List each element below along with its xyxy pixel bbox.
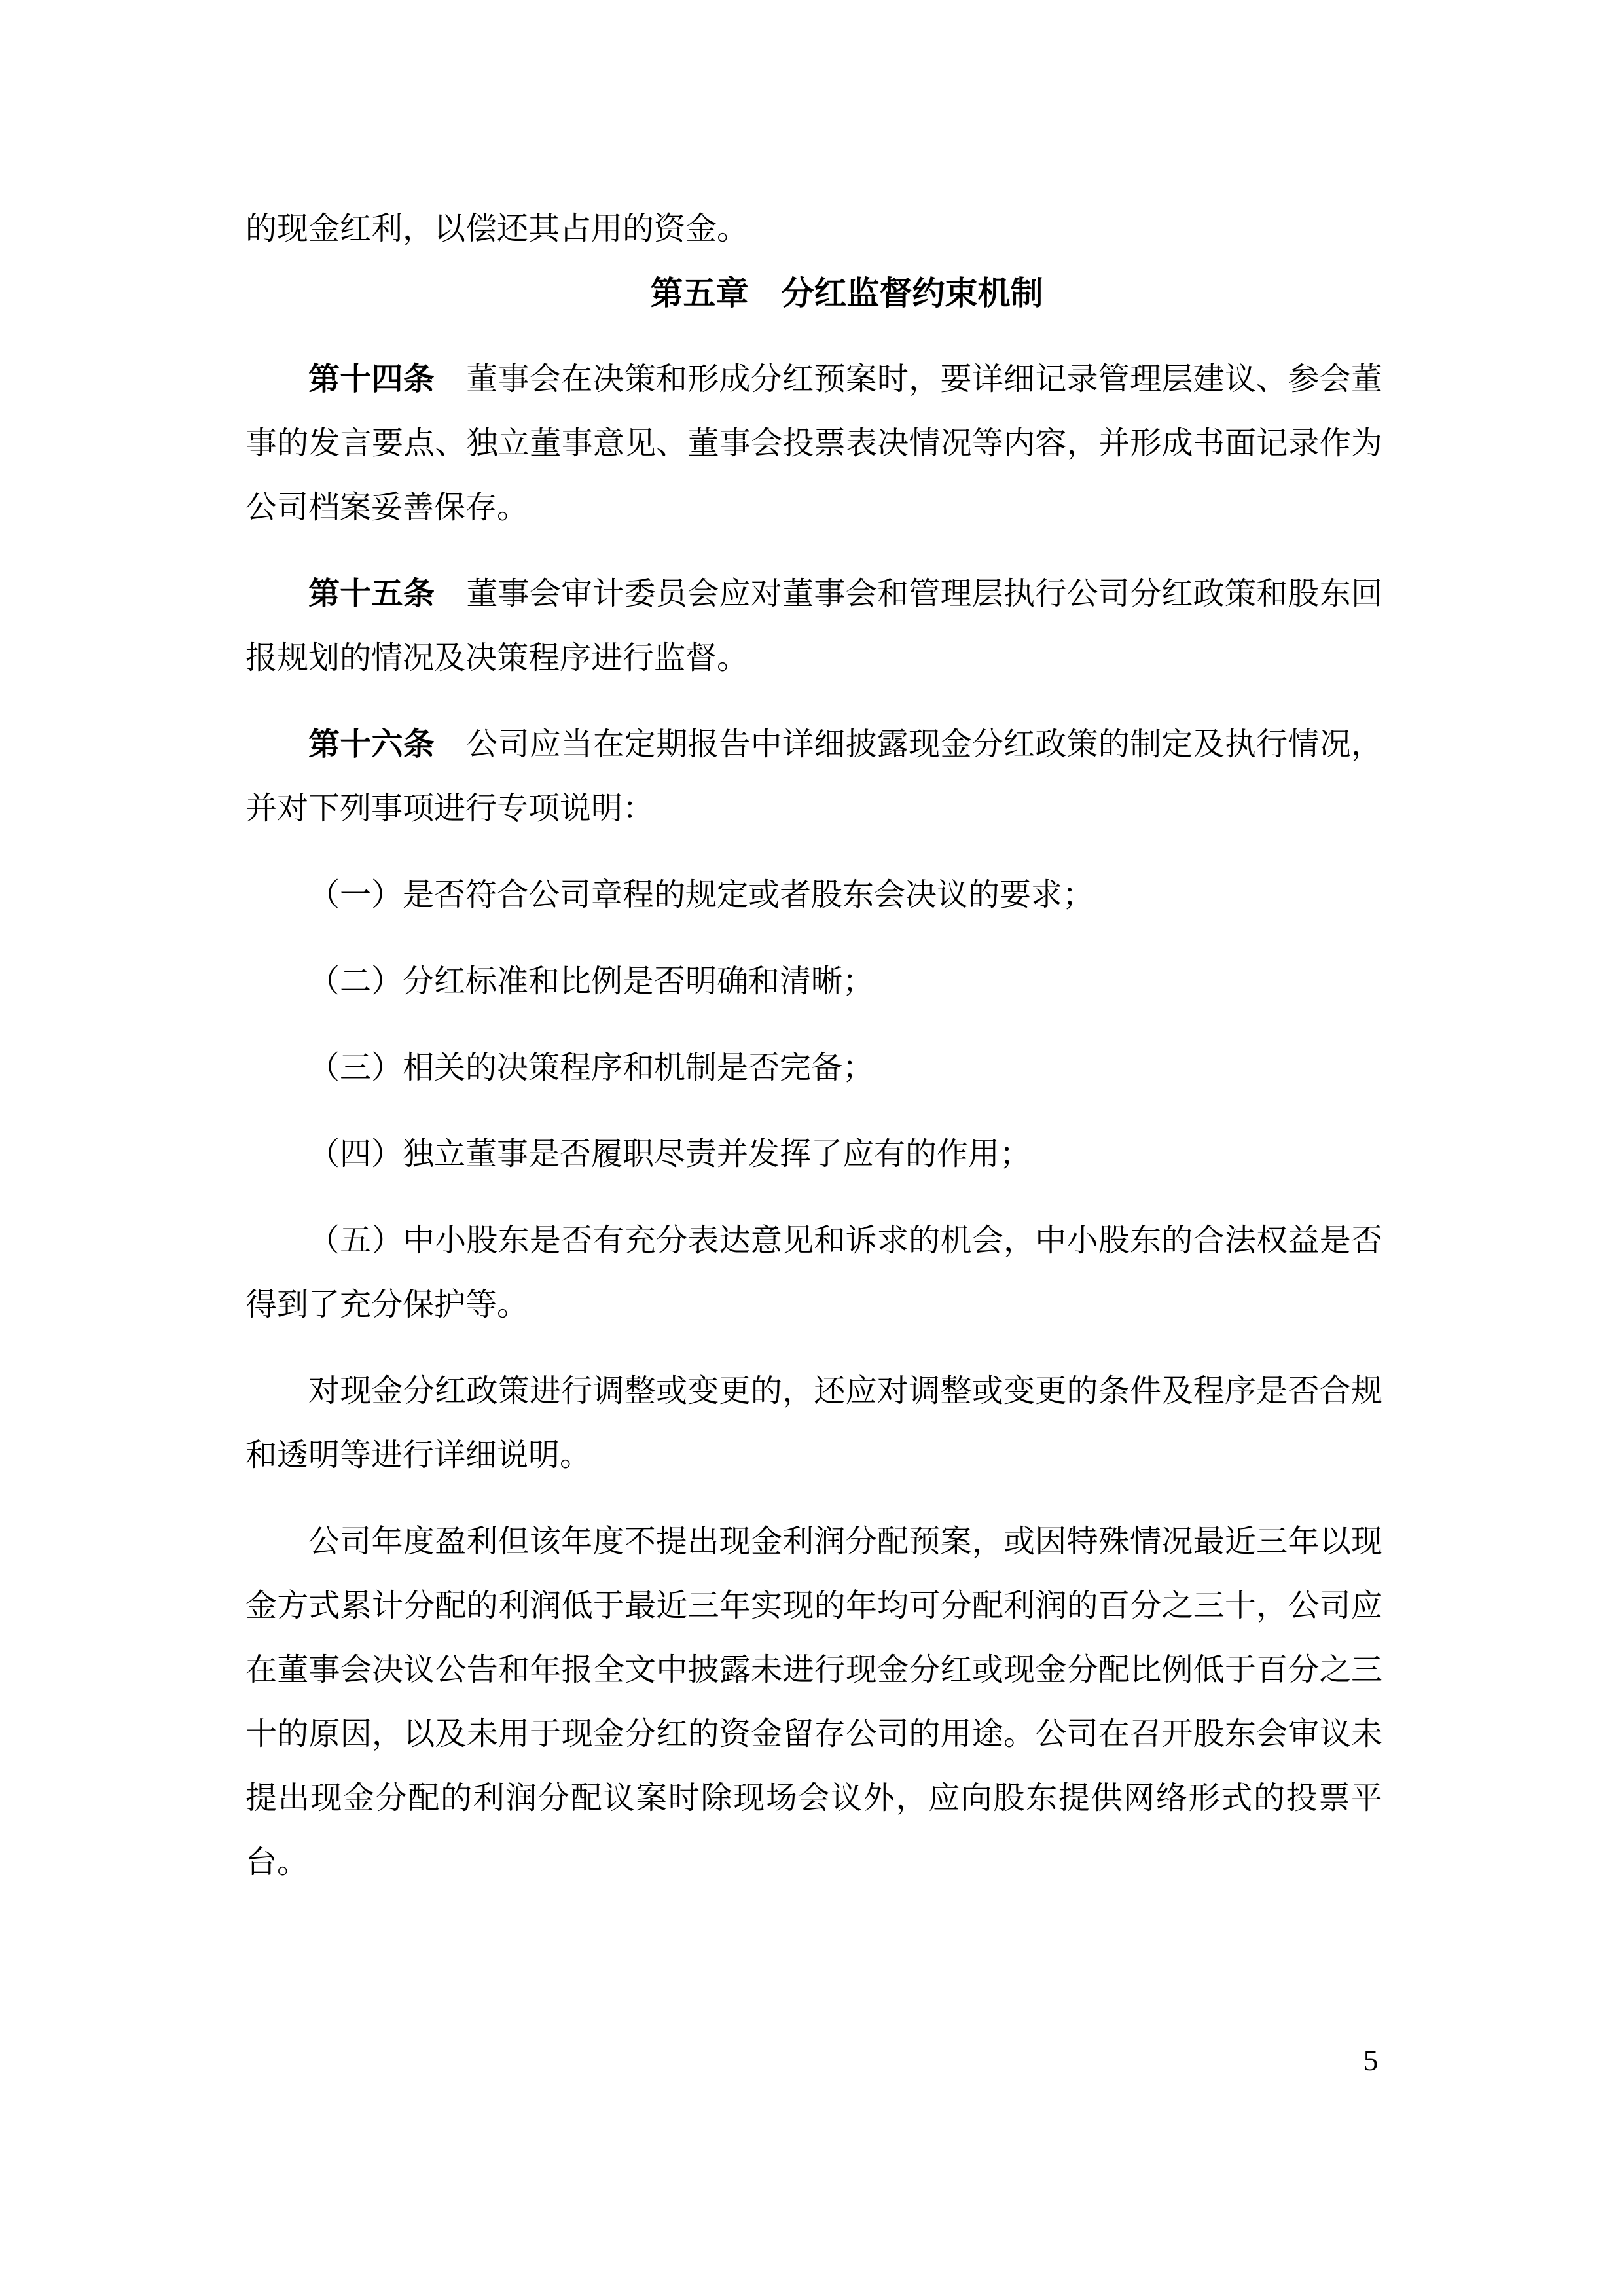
list-item-4: （四）独立董事是否履职尽责并发挥了应有的作用； <box>308 1137 1032 1172</box>
continuation-paragraph: 的现金红利，以偿还其占用的资金。 <box>245 211 749 246</box>
article-14-text: 董事会在决策和形成分红预案时，要详细记录管理层建议、参会董事的发言要点、独立董事意见、董事会投票表决情况等内容，并形成书面记录作为公司档案妥善保存。 <box>245 362 1382 525</box>
document-body <box>245 197 1382 1917</box>
list-item-2: （二）分红标准和比例是否明确和清晰； <box>308 964 875 999</box>
article-16-number: 第十六条 <box>308 727 435 762</box>
article-15 <box>245 562 1382 691</box>
article-14 <box>245 348 1382 540</box>
article-15-number: 第十五条 <box>308 577 435 611</box>
list-item-5: （五）中小股东是否有充分表达意见和诉求的机会，中小股东的合法权益是否得到了充分保护等。 <box>245 1223 1382 1322</box>
list-item-1: （一）是否符合公司章程的规定或者股东会决议的要求； <box>308 878 1094 912</box>
article-16-text: 公司应当在定期报告中详细披露现金分红政策的制定及执行情况，并对下列事项进行专项说明： <box>245 727 1382 826</box>
list-item-3: （三）相关的决策程序和机制是否完备； <box>308 1050 875 1085</box>
article-14-number: 第十四条 <box>308 362 435 397</box>
page-number: 5 <box>1363 2043 1379 2077</box>
article-16 <box>245 713 1382 841</box>
paragraph-adjustment: 对现金分红政策进行调整或变更的，还应对调整或变更的条件及程序是否合规和透明等进行详细说明。 <box>245 1374 1382 1473</box>
paragraph-disclosure: 公司年度盈利但该年度不提出现金利润分配预案，或因特殊情况最近三年以现金方式累计分配的利润低于最近三年实现的年均可分配利润的百分之三十，公司应在董事会决议公告和年报全文中披露未进行现金分红或现金分配比例低于百分之三十的原因，以及未用于现金分红的资金留存公司的用途。公司在召开股东会审议未提出现金分配的利润分配议案时除现场会议外，应向股东提供网络形式的投票平台。 <box>245 1524 1382 1880</box>
article-15-text: 董事会审计委员会应对董事会和管理层执行公司分红政策和股东回报规划的情况及决策程序进行监督。 <box>245 577 1382 675</box>
chapter-heading: 第五章 分红监督约束机制 <box>650 275 1043 312</box>
